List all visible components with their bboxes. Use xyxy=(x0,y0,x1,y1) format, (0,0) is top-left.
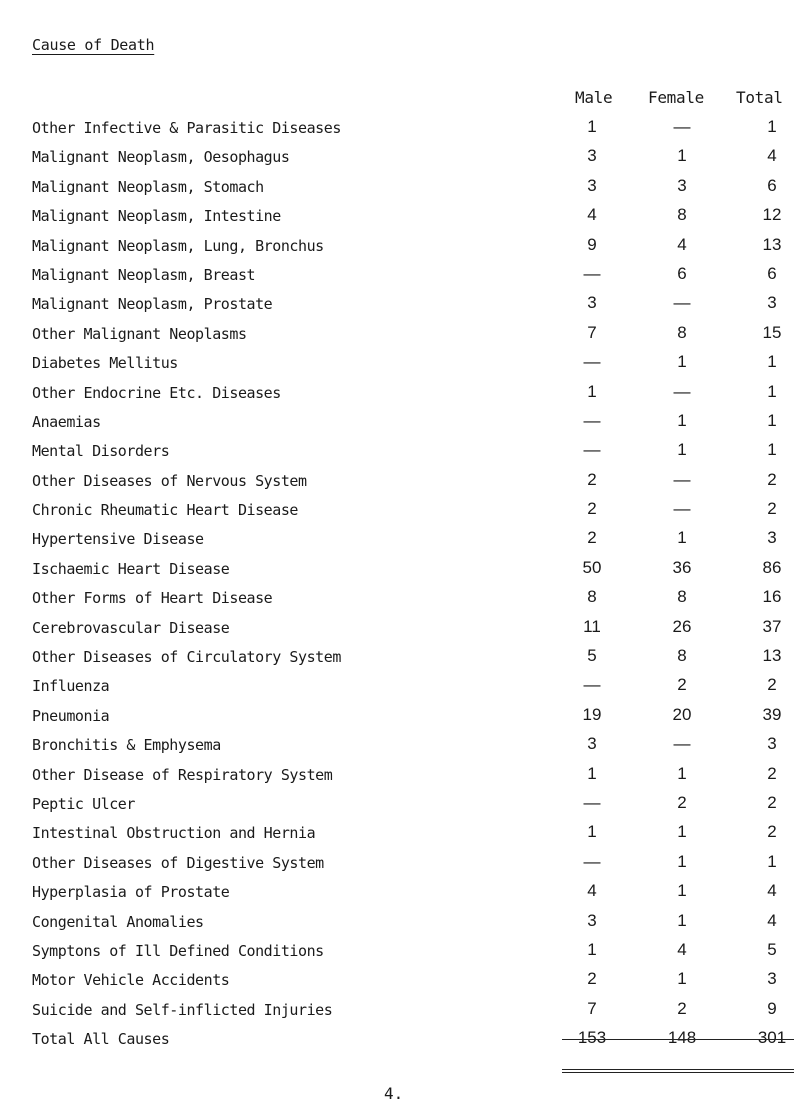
male-count: 1 xyxy=(587,939,597,959)
cause-label: Pneumonia xyxy=(32,706,110,725)
cause-label: Ischaemic Heart Disease xyxy=(32,559,230,578)
male-count: — xyxy=(583,792,601,812)
female-count: — xyxy=(673,499,691,519)
female-count: 36 xyxy=(672,557,692,577)
total-count: 4 xyxy=(767,910,777,930)
total-count: 16 xyxy=(762,587,782,607)
cause-label: Suicide and Self-inflicted Injuries xyxy=(32,1000,333,1019)
female-count: 3 xyxy=(677,175,687,195)
female-count: 20 xyxy=(672,704,692,724)
total-rule-above xyxy=(562,1039,794,1040)
page-title: Cause of Death xyxy=(32,36,155,54)
female-count: 1 xyxy=(677,440,687,460)
female-count: 2 xyxy=(677,675,687,695)
male-count: — xyxy=(583,675,601,695)
table-row xyxy=(0,234,800,263)
cause-label: Other Malignant Neoplasms xyxy=(32,324,247,343)
female-count: 6 xyxy=(677,263,687,283)
table-row xyxy=(0,910,800,939)
male-count: 2 xyxy=(587,469,597,489)
total-count: 4 xyxy=(767,146,777,166)
table-row xyxy=(0,175,800,204)
male-count: — xyxy=(583,851,601,871)
table-row xyxy=(0,998,800,1027)
table-row xyxy=(0,792,800,821)
cause-label: Other Diseases of Nervous System xyxy=(32,471,307,490)
table-row xyxy=(0,439,800,468)
female-count: 4 xyxy=(677,234,687,254)
table-row xyxy=(0,292,800,321)
cause-of-death-table xyxy=(0,116,800,1057)
cause-label: Influenza xyxy=(32,677,110,696)
cause-label: Malignant Neoplasm, Prostate xyxy=(32,295,273,314)
total-count: 2 xyxy=(767,675,777,695)
male-count: 3 xyxy=(587,175,597,195)
male-count: — xyxy=(583,263,601,283)
table-row xyxy=(0,821,800,850)
cause-label: Other Diseases of Circulatory System xyxy=(32,648,341,667)
column-header-total: Total xyxy=(736,88,783,107)
table-row xyxy=(0,498,800,527)
table-row xyxy=(0,763,800,792)
table-row xyxy=(0,410,800,439)
cause-label: Peptic Ulcer xyxy=(32,794,135,813)
total-count: 2 xyxy=(767,469,777,489)
total-count: 5 xyxy=(767,939,777,959)
total-count: 6 xyxy=(767,263,777,283)
female-count: — xyxy=(673,381,691,401)
male-count: 1 xyxy=(587,822,597,842)
total-count: 1 xyxy=(767,352,777,372)
male-count: 8 xyxy=(587,587,597,607)
cause-label: Other Endocrine Etc. Diseases xyxy=(32,383,281,402)
column-header-male: Male xyxy=(575,88,613,107)
female-count: 1 xyxy=(677,763,687,783)
female-count: 8 xyxy=(677,587,687,607)
cause-label: Anaemias xyxy=(32,412,101,431)
male-count: 3 xyxy=(587,146,597,166)
female-count: 2 xyxy=(677,792,687,812)
total-count: 12 xyxy=(762,205,782,225)
cause-label: Other Disease of Respiratory System xyxy=(32,765,333,784)
female-count: 1 xyxy=(677,410,687,430)
table-row xyxy=(0,527,800,556)
male-count: 1 xyxy=(587,763,597,783)
total-rule-below xyxy=(562,1069,794,1070)
female-count: 2 xyxy=(677,998,687,1018)
cause-label: Malignant Neoplasm, Lung, Bronchus xyxy=(32,236,324,255)
cause-label: Congenital Anomalies xyxy=(32,912,204,931)
total-count: 9 xyxy=(767,998,777,1018)
female-count: 1 xyxy=(677,851,687,871)
table-row xyxy=(0,851,800,880)
total-count: 6 xyxy=(767,175,777,195)
male-count: 3 xyxy=(587,734,597,754)
total-count: 13 xyxy=(762,234,782,254)
cause-label: Intestinal Obstruction and Hernia xyxy=(32,824,316,843)
female-count: 8 xyxy=(677,205,687,225)
table-row xyxy=(0,1027,800,1056)
cause-label: Malignant Neoplasm, Stomach xyxy=(32,177,264,196)
male-count: 153 xyxy=(577,1028,607,1048)
cause-label: Other Diseases of Digestive System xyxy=(32,853,324,872)
male-count: 4 xyxy=(587,881,597,901)
page-number: 4. xyxy=(384,1084,404,1103)
male-count: 2 xyxy=(587,528,597,548)
female-count: 26 xyxy=(672,616,692,636)
table-row xyxy=(0,645,800,674)
table-row xyxy=(0,704,800,733)
cause-label: Mental Disorders xyxy=(32,442,170,461)
total-count: 2 xyxy=(767,822,777,842)
cause-label: Other Infective & Parasitic Diseases xyxy=(32,119,341,137)
total-count: 2 xyxy=(767,792,777,812)
total-count: 1 xyxy=(767,117,777,136)
female-count: 148 xyxy=(667,1028,697,1048)
total-count: 15 xyxy=(762,322,782,342)
male-count: 3 xyxy=(587,293,597,313)
female-count: 8 xyxy=(677,646,687,666)
cause-label: Motor Vehicle Accidents xyxy=(32,971,230,990)
male-count: 5 xyxy=(587,646,597,666)
female-count: 1 xyxy=(677,969,687,989)
total-count: 3 xyxy=(767,734,777,754)
table-row xyxy=(0,616,800,645)
total-count: 2 xyxy=(767,499,777,519)
total-rule-double xyxy=(562,1072,794,1073)
female-count: 1 xyxy=(677,881,687,901)
cause-label: Bronchitis & Emphysema xyxy=(32,736,221,755)
table-row xyxy=(0,116,800,145)
table-row xyxy=(0,204,800,233)
cause-label: Hyperplasia of Prostate xyxy=(32,883,230,902)
male-count: — xyxy=(583,352,601,372)
total-count: 86 xyxy=(762,557,782,577)
male-count: 3 xyxy=(587,910,597,930)
table-row xyxy=(0,586,800,615)
table-row xyxy=(0,322,800,351)
male-count: 11 xyxy=(583,616,601,636)
total-count: 39 xyxy=(762,704,782,724)
table-row xyxy=(0,145,800,174)
total-count: 1 xyxy=(767,851,777,871)
total-count: 3 xyxy=(767,969,777,989)
female-count: — xyxy=(673,734,691,754)
cause-label: Cerebrovascular Disease xyxy=(32,618,230,637)
female-count: 1 xyxy=(677,910,687,930)
table-row xyxy=(0,939,800,968)
table-row xyxy=(0,674,800,703)
female-count: 4 xyxy=(677,939,687,959)
female-count: 1 xyxy=(677,822,687,842)
table-row xyxy=(0,880,800,909)
table-row xyxy=(0,557,800,586)
male-count: 1 xyxy=(587,381,597,401)
table-row xyxy=(0,351,800,380)
male-count: 19 xyxy=(582,704,602,724)
male-count: 2 xyxy=(587,969,597,989)
female-count: 8 xyxy=(677,322,687,342)
total-count: 37 xyxy=(762,616,782,636)
male-count: 9 xyxy=(587,234,597,254)
total-count: 1 xyxy=(767,410,777,430)
female-count: 1 xyxy=(677,146,687,166)
male-count: 1 xyxy=(587,117,597,136)
male-count: — xyxy=(583,440,601,460)
total-count: 3 xyxy=(767,293,777,313)
cause-label: Total All Causes xyxy=(32,1030,170,1049)
total-count: 4 xyxy=(767,881,777,901)
cause-label: Malignant Neoplasm, Oesophagus xyxy=(32,148,290,167)
male-count: — xyxy=(583,410,601,430)
male-count: 2 xyxy=(587,499,597,519)
male-count: 50 xyxy=(582,557,602,577)
female-count: — xyxy=(673,117,691,136)
table-row xyxy=(0,381,800,410)
total-count: 3 xyxy=(767,528,777,548)
total-count: 2 xyxy=(767,763,777,783)
table-row xyxy=(0,469,800,498)
female-count: — xyxy=(673,469,691,489)
total-count: 13 xyxy=(762,646,782,666)
cause-label: Hypertensive Disease xyxy=(32,530,204,549)
male-count: 7 xyxy=(587,998,597,1018)
male-count: 4 xyxy=(587,205,597,225)
female-count: 1 xyxy=(677,352,687,372)
total-count: 1 xyxy=(767,381,777,401)
cause-label: Symptons of Ill Defined Conditions xyxy=(32,941,324,960)
cause-label: Other Forms of Heart Disease xyxy=(32,589,273,608)
cause-label: Malignant Neoplasm, Intestine xyxy=(32,207,281,226)
cause-label: Chronic Rheumatic Heart Disease xyxy=(32,501,299,520)
male-count: 7 xyxy=(587,322,597,342)
column-header-female: Female xyxy=(648,88,704,107)
total-count: 1 xyxy=(767,440,777,460)
table-row xyxy=(0,733,800,762)
female-count: 1 xyxy=(677,528,687,548)
table-row xyxy=(0,968,800,997)
cause-label: Diabetes Mellitus xyxy=(32,354,178,373)
table-row xyxy=(0,263,800,292)
female-count: — xyxy=(673,293,691,313)
total-count: 301 xyxy=(757,1028,787,1048)
cause-label: Malignant Neoplasm, Breast xyxy=(32,265,256,284)
